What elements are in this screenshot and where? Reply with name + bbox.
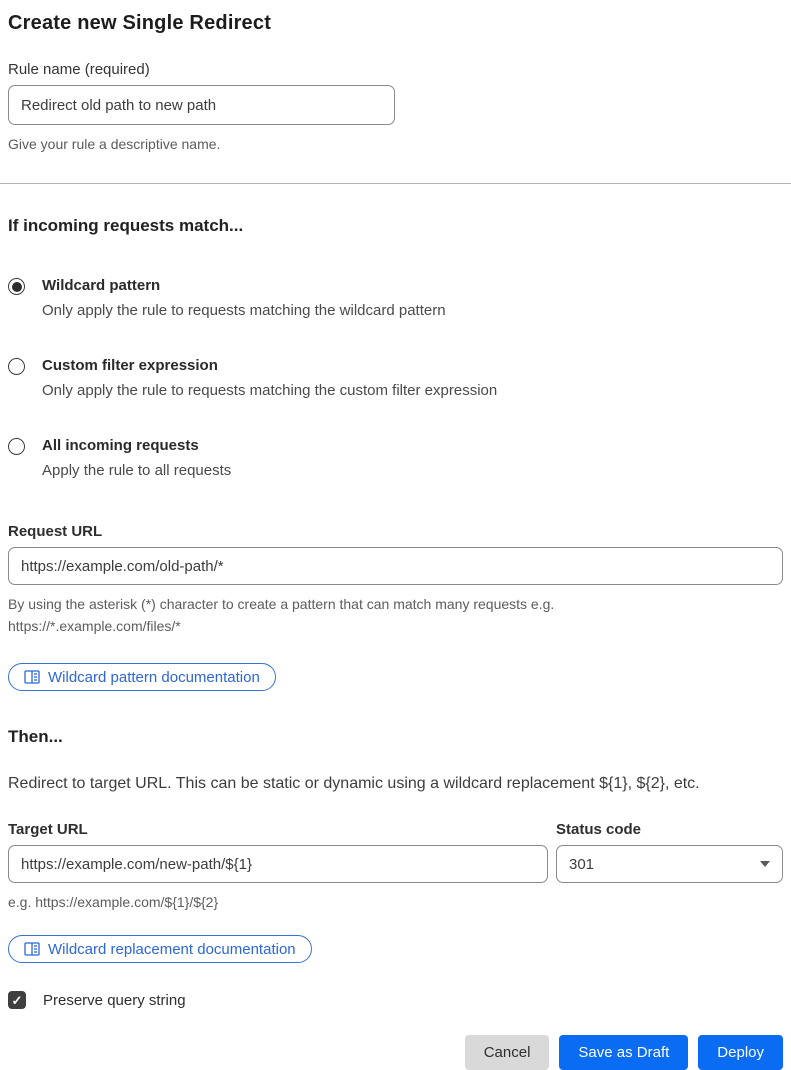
request-url-help-line2: https://*.example.com/files/* [8, 618, 181, 634]
save-as-draft-button[interactable]: Save as Draft [559, 1035, 688, 1070]
radio-description: Apply the rule to all requests [42, 462, 232, 479]
caret-down-icon [760, 861, 770, 867]
request-url-help-line1: By using the asterisk (*) character to create a pattern that can match many requests e.g. [8, 596, 555, 612]
radio-button-icon[interactable] [8, 278, 25, 295]
target-url-label: Target URL [8, 821, 88, 838]
radio-description: Only apply the rule to requests matching the wildcard pattern [42, 302, 446, 319]
target-url-help: e.g. https://example.com/${1}/${2} [8, 894, 219, 910]
cancel-button[interactable]: Cancel [465, 1035, 550, 1070]
rule-name-label: Rule name (required) [8, 61, 150, 78]
preserve-query-string-option[interactable] [8, 991, 783, 1009]
deploy-button[interactable]: Deploy [698, 1035, 783, 1070]
radio-wildcard-pattern[interactable] [8, 276, 783, 321]
match-type-radio-group [8, 276, 783, 481]
match-section-heading: If incoming requests match... [8, 216, 244, 235]
radio-custom-filter-expression[interactable] [8, 356, 783, 401]
rule-name-input[interactable] [8, 85, 395, 125]
radio-description: Only apply the rule to requests matching the custom filter expression [42, 382, 498, 399]
wildcard-replacement-doc-button[interactable] [8, 935, 312, 963]
status-code-select[interactable] [556, 845, 783, 883]
request-url-input[interactable] [8, 547, 783, 585]
section-divider [0, 183, 791, 184]
wildcard-pattern-doc-button[interactable] [8, 663, 276, 691]
rule-name-help: Give your rule a descriptive name. [8, 136, 221, 152]
then-section-heading: Then... [8, 727, 63, 746]
book-icon [24, 670, 40, 684]
request-url-label: Request URL [8, 523, 103, 540]
book-icon [24, 942, 40, 956]
radio-button-icon[interactable] [8, 438, 25, 455]
form-actions [8, 1035, 783, 1070]
radio-label: All incoming requests [42, 437, 199, 454]
doc-button-label: Wildcard pattern documentation [48, 668, 260, 686]
status-code-value: 301 [569, 855, 595, 873]
checkbox-check-icon[interactable] [8, 991, 26, 1009]
radio-all-incoming-requests[interactable] [8, 436, 783, 481]
doc-button-label: Wildcard replacement documentation [48, 940, 296, 958]
target-url-input[interactable] [8, 845, 548, 883]
radio-label: Custom filter expression [42, 357, 218, 374]
page-title: Create new Single Redirect [8, 12, 272, 34]
radio-button-icon[interactable] [8, 358, 25, 375]
then-description: Redirect to target URL. This can be static or dynamic using a wildcard replacement ${1}, ${2}, etc. [8, 775, 700, 792]
preserve-query-string-label: Preserve query string [43, 991, 186, 1009]
radio-label: Wildcard pattern [42, 277, 161, 294]
status-code-label: Status code [556, 821, 642, 838]
